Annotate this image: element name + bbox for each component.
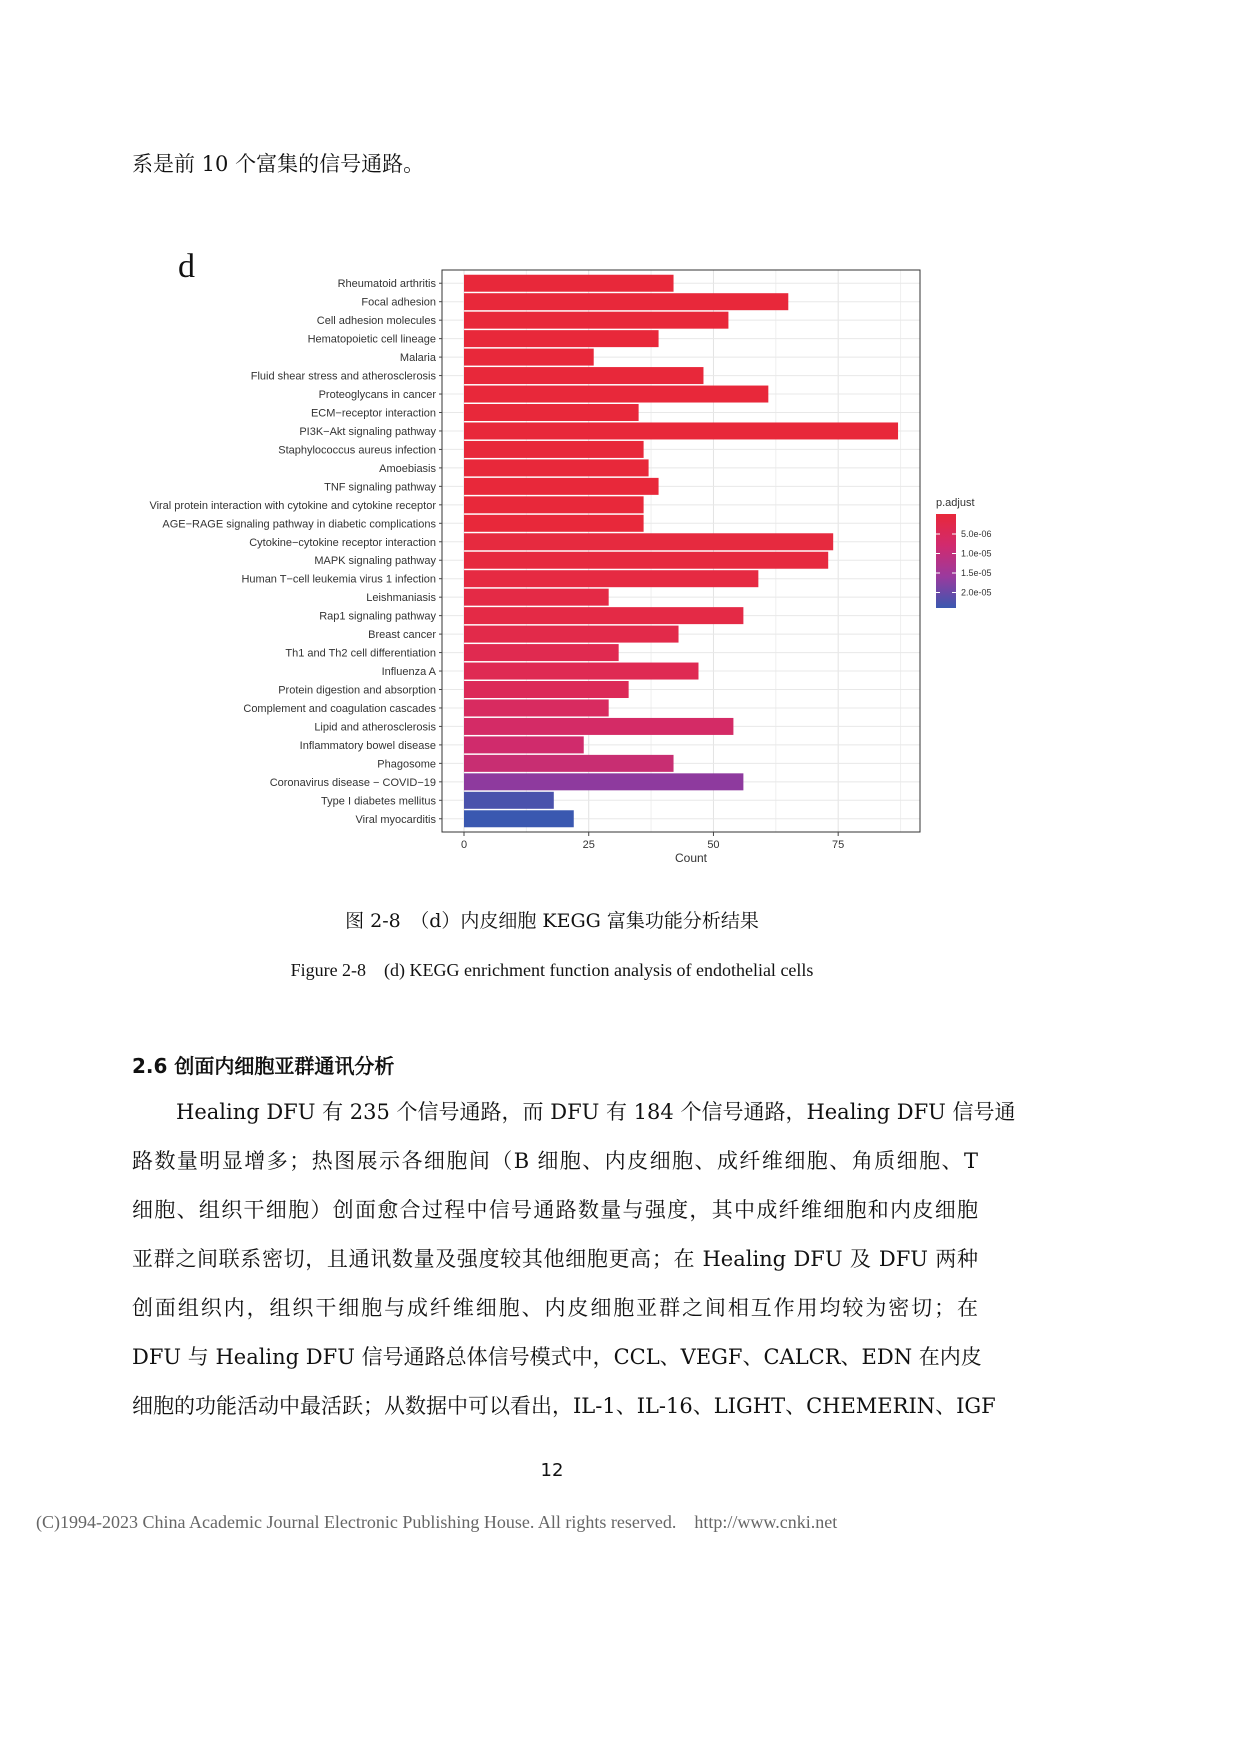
bar	[464, 312, 728, 329]
bar	[464, 349, 594, 366]
category-label: Viral myocarditis	[355, 813, 436, 826]
paragraph-line: 亚群之间联系密切，且通讯数量及强度较其他细胞更高；在 Healing DFU 及 DFU 两种	[132, 1247, 978, 1271]
bar	[464, 533, 833, 550]
category-label: Proteoglycans in cancer	[318, 389, 436, 402]
category-label: Leishmaniasis	[366, 592, 436, 605]
chart-legend	[936, 497, 992, 608]
bar	[464, 496, 644, 513]
paragraph-line: Healing DFU 有 235 个信号通路，而 DFU 有 184 个信号通路，Healing DFU 信号通	[176, 1100, 1016, 1124]
bar	[464, 478, 659, 495]
bar	[464, 755, 674, 772]
legend-colorbar	[936, 514, 956, 608]
chart-category-labels	[149, 278, 442, 826]
page-number: 12	[540, 1460, 564, 1481]
paragraph-line: 细胞、组织干细胞）创面愈合过程中信号通路数量与强度，其中成纤维细胞和内皮细胞	[132, 1198, 978, 1222]
bar	[464, 441, 644, 458]
footer	[36, 1512, 837, 1533]
category-label: TNF signaling pathway	[324, 481, 436, 494]
category-label: Th1 and Th2 cell differentiation	[285, 647, 436, 660]
category-label: Breast cancer	[368, 629, 436, 642]
bar	[464, 607, 743, 624]
footer-copyright: (C)1994-2023 China Academic Journal Electronic Publishing House. All rights reserved.	[36, 1512, 677, 1532]
panel-letter: d	[178, 248, 195, 285]
legend-label: 5.0e-06	[961, 529, 992, 539]
paragraph-line: 细胞的功能活动中最活跃；从数据中可以看出，IL-1、IL-16、LIGHT、CHEMERIN、IGF	[132, 1394, 996, 1418]
bar	[464, 681, 629, 698]
bar	[464, 386, 768, 403]
legend-title: p.adjust	[936, 497, 975, 509]
legend-label: 2.0e-05	[961, 587, 992, 598]
section-heading: 2.6 创面内细胞亚群通讯分析	[132, 1054, 395, 1078]
body-paragraph	[132, 1088, 1016, 1431]
bar	[464, 644, 619, 661]
paragraph-line: DFU 与 Healing DFU 信号通路总体信号模式中，CCL、VEGF、CALCR、EDN 在内皮	[132, 1345, 982, 1369]
category-label: MAPK signaling pathway	[314, 555, 436, 568]
category-label: Fluid shear stress and atherosclerosis	[250, 370, 436, 383]
x-tick-label: 50	[707, 839, 720, 851]
bar	[464, 699, 609, 716]
bar	[464, 792, 554, 809]
bar	[464, 515, 644, 532]
category-label: Phagosome	[377, 758, 436, 771]
category-label: Complement and coagulation cascades	[243, 702, 436, 715]
bar	[464, 422, 898, 439]
bar	[464, 810, 574, 827]
bar	[464, 275, 674, 292]
category-label: Staphylococcus aureus infection	[278, 444, 436, 457]
category-label: Amoebiasis	[379, 462, 436, 475]
footer-url: http://www.cnki.net	[694, 1512, 838, 1532]
bar	[464, 367, 703, 384]
category-label: Cytokine−cytokine receptor interaction	[249, 536, 436, 549]
x-tick-label: 0	[460, 839, 468, 851]
bar	[464, 552, 828, 569]
category-label: Focal adhesion	[361, 296, 436, 309]
bar	[464, 404, 639, 421]
bar	[464, 293, 788, 310]
category-label: Lipid and atherosclerosis	[314, 721, 436, 734]
paragraph-line: 路数量明显增多；热图展示各细胞间（B 细胞、内皮细胞、成纤维细胞、角质细胞、T	[132, 1149, 978, 1173]
category-label: Rap1 signaling pathway	[319, 610, 436, 623]
chart-x-axis	[461, 832, 844, 865]
category-label: ECM−receptor interaction	[310, 407, 436, 420]
x-tick-label: 75	[832, 839, 845, 851]
category-label: Hematopoietic cell lineage	[307, 333, 436, 346]
bar	[464, 626, 679, 643]
bar	[464, 736, 584, 753]
lead-text: 系是前 10 个富集的信号通路。	[132, 152, 425, 176]
bar	[464, 330, 659, 347]
x-axis-label: Count	[674, 851, 708, 865]
category-label: Human T−cell leukemia virus 1 infection	[241, 573, 436, 586]
category-label: Type I diabetes mellitus	[321, 795, 436, 808]
category-label: Viral protein interaction with cytokine and cytokine receptor	[149, 499, 436, 512]
paragraph-line: 创面组织内，组织干细胞与成纤维细胞、内皮细胞亚群之间相互作用均较为密切；在	[132, 1296, 978, 1320]
category-label: Malaria	[399, 352, 436, 365]
legend-label: 1.0e-05	[961, 548, 992, 559]
category-label: Rheumatoid arthritis	[337, 278, 436, 291]
figure-caption-english: Figure 2-8 (d) KEGG enrichment function analysis of endothelial cells	[290, 960, 814, 980]
bar	[464, 570, 758, 587]
kegg-bar-chart	[100, 260, 1020, 880]
bar	[464, 773, 743, 790]
bar	[464, 459, 649, 476]
category-label: Coronavirus disease − COVID−19	[269, 776, 436, 789]
bar	[464, 589, 609, 606]
category-label: AGE−RAGE signaling pathway in diabetic complications	[162, 518, 436, 531]
category-label: PI3K−Akt signaling pathway	[299, 425, 436, 438]
figure-caption-chinese: 图 2-8 （d）内皮细胞 KEGG 富集功能分析结果	[345, 910, 759, 932]
bar	[464, 718, 733, 735]
category-label: Inflammatory bowel disease	[299, 739, 436, 752]
category-label: Cell adhesion molecules	[316, 315, 436, 328]
legend-label: 1.5e-05	[961, 568, 992, 578]
category-label: Protein digestion and absorption	[278, 684, 436, 697]
category-label: Influenza A	[381, 666, 436, 679]
x-tick-label: 25	[582, 839, 595, 851]
bar	[464, 663, 698, 680]
